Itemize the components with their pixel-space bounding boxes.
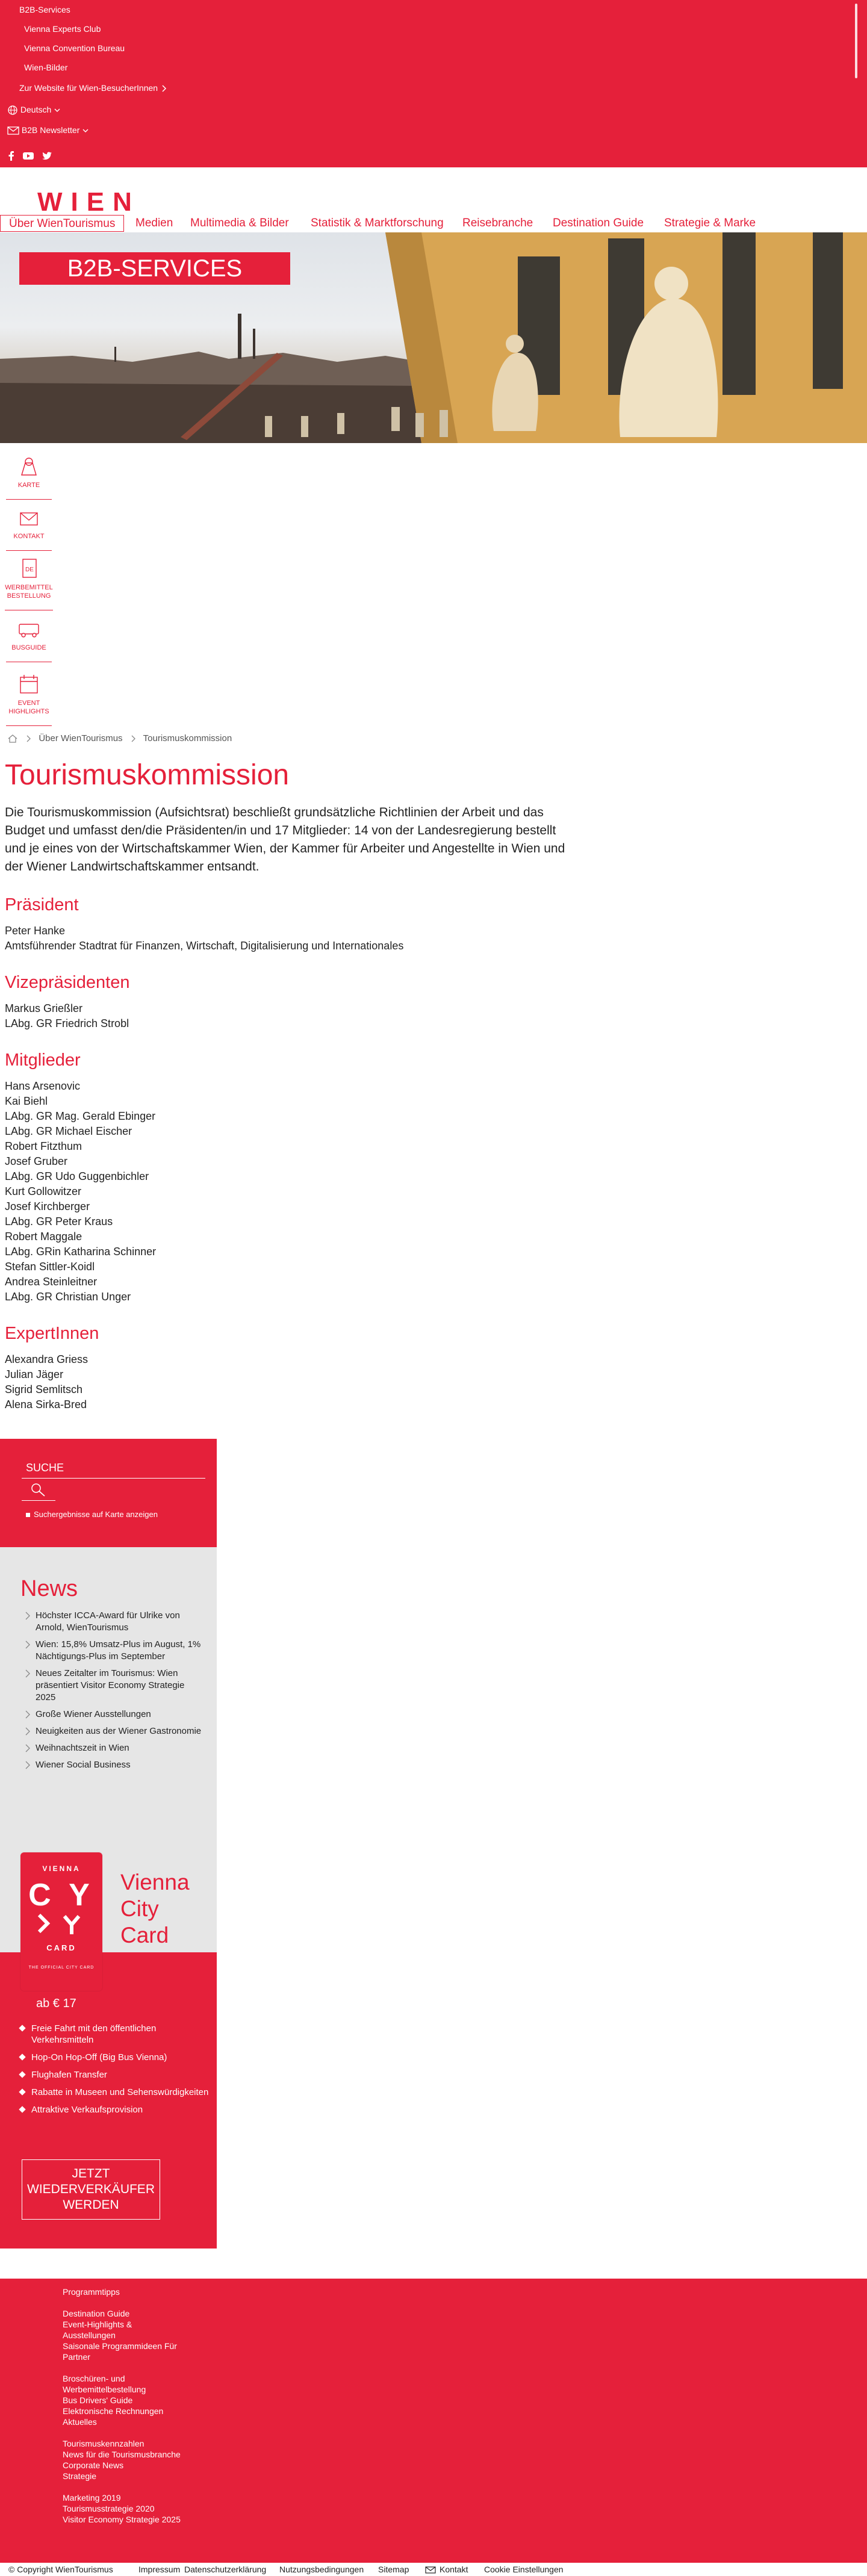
chevron-right-icon [24, 1761, 31, 1769]
link-vienna-convention-bureau[interactable]: Vienna Convention Bureau [24, 43, 125, 53]
map-icon [17, 455, 41, 479]
list-item: Kai Biehl [5, 1095, 48, 1107]
news-item-label: Wiener Social Business [36, 1760, 131, 1770]
chevron-down-icon [82, 127, 89, 134]
list-item: LAbg. GR Peter Kraus [5, 1215, 113, 1227]
list-item: Robert Maggale [5, 1231, 82, 1243]
main-content [5, 759, 571, 1412]
facebook-icon[interactable] [8, 151, 14, 161]
list-vizepraesidenten [5, 1001, 571, 1031]
map-results-label: Suchergebnisse auf Karte anzeigen [34, 1510, 158, 1519]
scrollbar[interactable] [855, 4, 857, 78]
footer-link[interactable]: Saisonale Programmideen Für Partner [63, 2341, 177, 2362]
footer-link[interactable]: Aktuelles [63, 2417, 97, 2427]
news-item-label: Wien: 15,8% Umsatz-Plus im August, 1% Nächtigungs-Plus im September [36, 1639, 201, 1662]
mail-icon [425, 2566, 436, 2574]
feature-item [17, 2069, 210, 2081]
home-icon[interactable] [7, 734, 18, 743]
svg-text:DE: DE [25, 566, 34, 573]
tab-strategie-marke[interactable]: Strategie & Marke [664, 217, 756, 229]
link-vienna-experts-club[interactable]: Vienna Experts Club [24, 24, 101, 34]
footer-link[interactable]: Tourismusstrategie 2020 [63, 2504, 155, 2513]
footer-link[interactable]: Destination Guide [63, 2309, 130, 2318]
list-item: Robert Fitzthum [5, 1140, 82, 1152]
search-icon[interactable] [30, 1482, 47, 1498]
list-item: LAbg. GR Udo Guggenbichler [5, 1170, 149, 1182]
news-item-label: Neuigkeiten aus der Wiener Gastronomie [36, 1726, 202, 1736]
city-card-features [17, 2023, 210, 2121]
quicklink-event-highlights[interactable] [6, 672, 52, 716]
envelope-icon [17, 506, 41, 530]
footer-link[interactable]: Elektronische Rechnungen [63, 2406, 164, 2416]
list-item: Kurt Gollowitzer [5, 1185, 82, 1197]
social-links [8, 151, 52, 161]
search-input[interactable] [22, 1478, 205, 1479]
breadcrumb-item-ueber[interactable]: Über WienTourismus [39, 733, 123, 743]
section-heading-expertinnen: ExpertInnen [5, 1324, 99, 1343]
card-bottom-text: CARD [46, 1943, 76, 1952]
link-nutzungsbedingungen[interactable]: Nutzungsbedingungen [279, 2565, 364, 2574]
quicklink-karte[interactable] [6, 455, 52, 489]
language-label: Deutsch [20, 105, 52, 114]
link-kontakt[interactable] [425, 2563, 468, 2576]
quicklink-kontakt[interactable] [6, 506, 52, 541]
bus-icon [17, 617, 41, 641]
bullet-icon [19, 2106, 25, 2112]
footer-group [63, 2492, 219, 2525]
card-logo-graphic [34, 1910, 89, 1938]
footer-link[interactable]: Broschüren- und Werbemittelbestellung [63, 2374, 146, 2394]
link-wien-bilder[interactable]: Wien-Bilder [24, 63, 68, 72]
feature-item [17, 2087, 210, 2098]
feature-item [17, 2052, 210, 2063]
footer-link[interactable]: Strategie [63, 2471, 97, 2481]
footer-link[interactable]: Programmtipps [63, 2287, 120, 2297]
list-item: Amtsführender Stadtrat für Finanzen, Wirtschaft, Digitalisierung und Internationales [5, 940, 404, 952]
list-item: Josef Gruber [5, 1155, 68, 1167]
chevron-right-icon [20, 734, 36, 743]
card-subtitle: THE OFFICIAL CITY CARD [28, 1966, 95, 1970]
copyright: © Copyright WienTourismus [8, 2565, 113, 2574]
link-datenschutz[interactable]: Datenschutzerklärung [184, 2565, 267, 2574]
footer-group [63, 2308, 219, 2362]
main-navigation [0, 215, 867, 233]
top-utility-bar [0, 0, 867, 167]
bullet-icon [19, 2088, 25, 2095]
news-item-label: Weihnachtszeit in Wien [36, 1743, 129, 1753]
list-item: Peter Hanke [5, 925, 66, 937]
feature-item [17, 2023, 210, 2046]
footer-group [63, 2286, 219, 2297]
bottom-bar [0, 2563, 867, 2576]
list-expertinnen [5, 1352, 571, 1412]
reseller-button[interactable]: JETZT WIEDERVERKÄUFER WERDEN [22, 2159, 160, 2220]
card-letters: C Y [28, 1878, 95, 1913]
footer-link[interactable]: Tourismuskennzahlen [63, 2439, 144, 2448]
list-item: Andrea Steinleitner [5, 1276, 98, 1288]
chevron-right-icon [160, 84, 169, 93]
list-item: LAbg. GR Mag. Gerald Ebinger [5, 1110, 156, 1122]
link-cookie-einstellungen[interactable]: Cookie Einstellungen [484, 2565, 564, 2574]
news-item-label: Neues Zeitalter im Tourismus: Wien präsentiert Visitor Economy Strategie 2025 [36, 1668, 185, 1702]
footer-link[interactable]: Corporate News [63, 2460, 124, 2470]
quicklink-kontakt-label: KONTAKT [13, 533, 45, 540]
chevron-right-icon [24, 1612, 31, 1620]
globe-icon [7, 105, 18, 116]
list-item: LAbg. GR Michael Eischer [5, 1125, 132, 1137]
news-title: News [20, 1576, 78, 1601]
quicklink-event-highlights-label: EVENT HIGHLIGHTS [8, 700, 49, 715]
footer-group [63, 2373, 219, 2427]
news-list [22, 1610, 202, 1776]
card-top-text: VIENNA [42, 1864, 81, 1873]
quicklink-busguide-label: BUSGUIDE [11, 644, 46, 651]
breadcrumb [7, 732, 232, 745]
news-item-label: Große Wiener Ausstellungen [36, 1709, 151, 1719]
list-item: Josef Kirchberger [5, 1200, 90, 1212]
hero-title: B2B-SERVICES [19, 252, 290, 285]
news-item[interactable] [22, 1610, 202, 1634]
footer-link[interactable]: Event-Highlights & Ausstellungen [63, 2320, 132, 2340]
section-heading-mitglieder: Mitglieder [5, 1051, 81, 1070]
divider [6, 550, 52, 551]
feature-label: Rabatte in Museen und Sehenswürdigkeiten [31, 2087, 209, 2097]
chevron-right-icon [125, 734, 141, 743]
news-item[interactable] [22, 1639, 202, 1663]
list-praesident [5, 923, 571, 954]
news-item-label: Höchster ICCA-Award für Ulrike von Arnold, WienTourismus [36, 1610, 180, 1633]
feature-label: Flughafen Transfer [31, 2070, 107, 2080]
mail-icon [7, 126, 19, 135]
calendar-icon [17, 672, 41, 697]
feature-label: Freie Fahrt mit den öffentlichen Verkehrsmitteln [31, 2023, 157, 2045]
search-label: SUCHE [26, 1462, 64, 1474]
list-item: Julian Jäger [5, 1368, 64, 1380]
intro-text: Die Tourismuskommission (Aufsichtsrat) beschließt grundsätzliche Richtlinien der Arbeit und das Budget und umfasst den/die Präsidenten/in und 17 Mitglieder: 14 von der Landesregierung bestellt und je eines von der Wirtschaftskammer Wien, der Kammer für Arbeiter und Angestellte in Wien und der Wiener Landwirtschaftskammer entsandt. [5, 805, 565, 874]
footer-link[interactable]: Marketing 2019 [63, 2493, 121, 2503]
language-switcher[interactable] [7, 105, 61, 116]
link-kontakt-label: Kontakt [440, 2565, 468, 2574]
wien-logo[interactable]: WIEN [37, 187, 140, 217]
chevron-right-icon [24, 1744, 31, 1752]
brochure-icon [17, 557, 41, 581]
search-panel [0, 1439, 217, 1547]
news-item[interactable] [22, 1725, 202, 1737]
link-visitor-website[interactable] [19, 83, 169, 93]
list-item: Alena Sirka-Bred [5, 1398, 87, 1411]
chevron-right-icon [24, 1669, 31, 1678]
list-item: LAbg. GR Christian Unger [5, 1291, 131, 1303]
city-card-image [20, 1852, 102, 1991]
youtube-icon[interactable] [23, 152, 34, 160]
quicklink-busguide[interactable] [6, 617, 52, 652]
news-item[interactable] [22, 1709, 202, 1721]
list-item: LAbg. GRin Katharina Schinner [5, 1246, 157, 1258]
news-item[interactable] [22, 1668, 202, 1704]
newsletter-dropdown[interactable] [7, 125, 89, 135]
news-item[interactable] [22, 1742, 202, 1754]
map-results-option[interactable] [26, 1510, 158, 1519]
quicklink-werbemittel[interactable] [5, 557, 53, 600]
tab-reisebranche[interactable]: Reisebranche [462, 217, 533, 229]
tab-multimedia-bilder[interactable]: Multimedia & Bilder [190, 217, 289, 229]
link-visitor-website-label: Zur Website für Wien-BesucherInnen [19, 83, 158, 93]
divider [22, 1500, 55, 1501]
news-panel [0, 1547, 217, 2249]
section-heading-praesident: Präsident [5, 895, 79, 914]
tab-ueber-wientourismus[interactable]: Über WienTourismus [0, 215, 124, 232]
link-sitemap[interactable]: Sitemap [378, 2565, 409, 2574]
city-card-price: ab € 17 [36, 1997, 76, 2010]
list-item: Sigrid Semlitsch [5, 1383, 83, 1395]
city-card-title: Vienna City Card [120, 1870, 190, 1948]
feature-label: Attraktive Verkaufsprovision [31, 2105, 143, 2115]
list-item: LAbg. GR Friedrich Strobl [5, 1017, 129, 1029]
footer-group [63, 2438, 219, 2481]
divider [6, 725, 52, 726]
tab-medien[interactable]: Medien [135, 217, 173, 229]
map-results-checkbox[interactable] [26, 1513, 30, 1517]
chevron-right-icon [24, 1640, 31, 1649]
chevron-right-icon [24, 1710, 31, 1719]
feature-item [17, 2104, 210, 2115]
quicklink-werbemittel-label: WERBEMITTEL BESTELLUNG [5, 584, 53, 600]
news-item[interactable] [22, 1759, 202, 1771]
feature-label: Hop-On Hop-Off (Big Bus Vienna) [31, 2052, 167, 2062]
divider [6, 499, 52, 500]
list-item: Stefan Sittler-Koidl [5, 1261, 95, 1273]
tab-destination-guide[interactable]: Destination Guide [553, 217, 644, 229]
newsletter-label: B2B Newsletter [21, 125, 80, 135]
list-item: Alexandra Griess [5, 1353, 89, 1365]
footer-link[interactable]: Visitor Economy Strategie 2025 [63, 2515, 181, 2524]
footer-link[interactable]: News für die Tourismusbranche [63, 2450, 181, 2459]
section-heading-vizepraesidenten: Vizepräsidenten [5, 973, 130, 992]
bullet-icon [19, 2025, 25, 2031]
link-b2b-services[interactable]: B2B-Services [19, 5, 70, 14]
list-mitglieder [5, 1079, 571, 1305]
bullet-icon [19, 2053, 25, 2060]
list-item: Hans Arsenovic [5, 1080, 81, 1092]
chevron-down-icon [54, 107, 61, 114]
quicklink-karte-label: KARTE [17, 482, 40, 489]
tab-statistik-marktforschung[interactable]: Statistik & Marktforschung [311, 217, 444, 229]
footer-links [63, 2286, 219, 2525]
hero-banner [0, 232, 867, 443]
chevron-right-icon [24, 1727, 31, 1736]
footer [0, 2279, 867, 2563]
list-item: Markus Grießler [5, 1002, 83, 1014]
link-impressum[interactable]: Impressum [138, 2565, 181, 2574]
bullet-icon [19, 2071, 25, 2078]
twitter-icon[interactable] [42, 152, 52, 160]
page-title: Tourismuskommission [5, 759, 290, 791]
footer-link[interactable]: Bus Drivers' Guide [63, 2395, 133, 2405]
breadcrumb-item-current: Tourismuskommission [143, 733, 232, 743]
